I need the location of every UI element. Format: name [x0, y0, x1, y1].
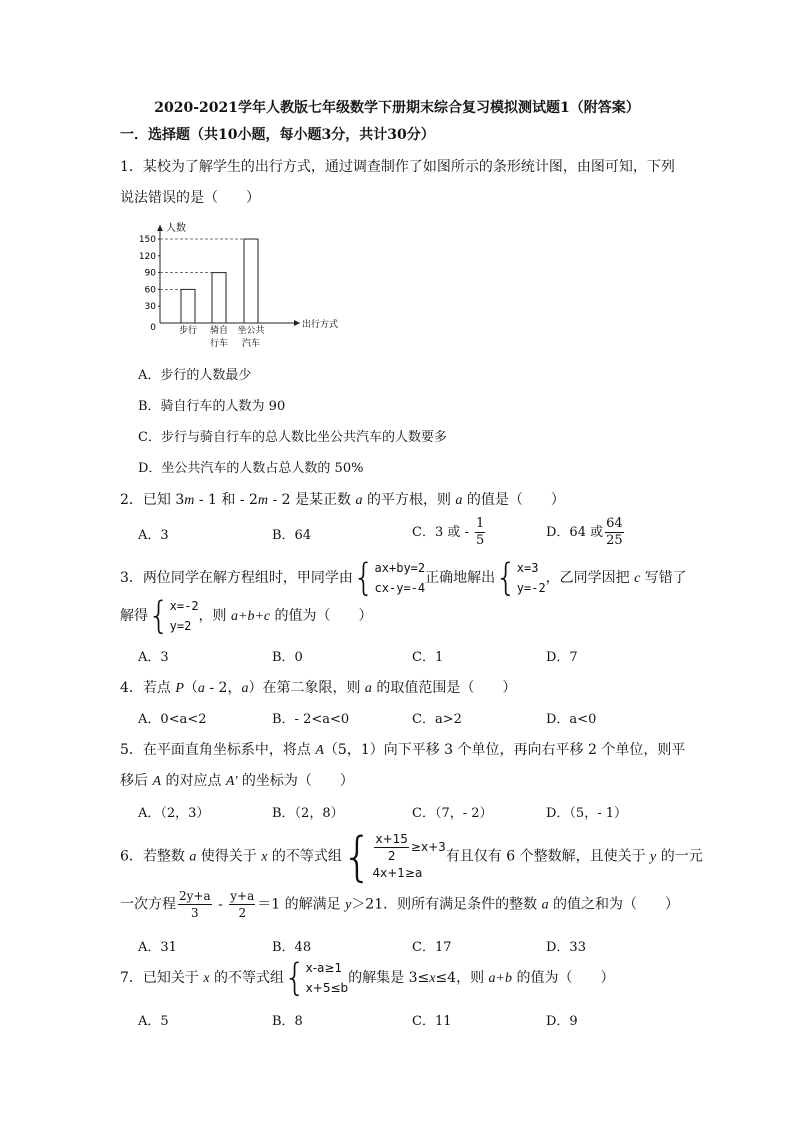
q5-option-c: C．（7，- 2） [412, 806, 493, 821]
category-label: 骑自 [209, 326, 229, 336]
q7-option-a: A．5 [138, 1014, 169, 1029]
q5-stem-line2: 移后 A 的对应点 A' 的坐标为（ ） [120, 773, 354, 789]
category-label: 行车 [209, 339, 229, 349]
category-label: 坐公共 [237, 326, 265, 336]
q1-stem-line2: 说法错误的是（ ） [120, 190, 260, 206]
q1-option-a: A．步行的人数最少 [138, 368, 252, 383]
q4-stem: 4．若点 P（a - 2，a）在第二象限，则 a 的取值范围是（ ） [120, 680, 517, 696]
q7-inequality-system: x-a≥1 x+5≤b [305, 961, 349, 995]
q3-system-2: x=3 y=-2 [516, 561, 546, 595]
q6-option-b: B．48 [272, 940, 312, 955]
y-tick-label: 0 [150, 323, 156, 333]
q2-stem: 2．已知 3m - 1 和 - 2m - 2 是某正数 a 的平方根，则 a 的值是（ ） [120, 492, 565, 508]
bar [212, 273, 226, 323]
q4-option-c: C．a>2 [412, 712, 462, 727]
q5-option-d: D．（5，- 1） [546, 806, 627, 821]
bar [244, 239, 258, 323]
x-axis-label: 出行方式 [302, 320, 339, 330]
q7-option-d: D．9 [546, 1014, 578, 1029]
q2-option-a: A．3 [138, 528, 169, 543]
q5-option-b: B．（2，8） [272, 806, 344, 821]
q3-option-c: C．1 [412, 650, 444, 665]
q7-option-b: B．8 [272, 1014, 303, 1029]
y-axis-label: 人数 [166, 223, 186, 234]
q3-option-a: A．3 [138, 650, 169, 665]
y-tick-label: 60 [144, 285, 156, 296]
q2-option-b: B．64 [272, 528, 312, 543]
q6-option-a: A．31 [138, 940, 177, 955]
y-tick-label: 90 [144, 268, 156, 279]
category-label: 步行 [178, 326, 198, 336]
q7-option-c: C．11 [412, 1014, 452, 1029]
q4-option-a: A．0<a<2 [138, 712, 207, 727]
y-tick-label: 120 [138, 251, 156, 262]
q6-option-c: C．17 [412, 940, 452, 955]
q4-option-d: D．a<0 [546, 712, 597, 727]
q5-option-a: A．（2，3） [138, 806, 210, 821]
q6-inequality-system: $\frac{x+15}{2}$ ≥x+3 4x+1≥a [372, 832, 446, 880]
q1-option-c: C．步行与骑自行车的总人数比坐公共汽车的人数要多 [138, 430, 447, 445]
q1-stem-line1: 1．某校为了解学生的出行方式，通过调查制作了如图所示的条形统计图，由图可知，下列 [120, 159, 675, 175]
q3-system-1: ax+by=2 cx-y=-4 [374, 561, 426, 595]
q6-stem-line2: 一次方程 $\frac{2y+a}{3}$ - $\frac{y+a}{2}$ ＝1 的解满足 y＞21．则所有满足条件的整数 a 的值之和为（ ） [120, 889, 680, 920]
q2-option-c: C．3 或 - $\frac{1}{5}$ [412, 516, 485, 548]
q1-option-b: B．骑自行车的人数为 90 [138, 399, 286, 414]
q1-option-d: D．坐公共汽车的人数占总人数的 50% [138, 461, 364, 476]
page-title: 2020-2021学年人教版七年级数学下册期末综合复习模拟测试题1（附答案） [154, 100, 640, 116]
y-tick-label: 30 [144, 302, 156, 313]
y-axis-arrow [157, 225, 163, 231]
q2-option-d: D．64 或 $\frac{64}{25}$ [546, 516, 623, 548]
y-tick-label: 150 [138, 235, 156, 245]
q3-option-d: D．7 [546, 650, 578, 665]
section-heading: 一．选择题（共10小题，每小题3分，共计30分） [120, 127, 435, 143]
q3-stem-line1: 3．两位同学在解方程组时，甲同学由{ ax+by=2 cx-y=-4 正确地解出{ x=3 y=-2 ，乙同学因把 c 写错了 [120, 556, 687, 600]
q6-stem-line1: 6．若整数 a 使得关于 x 的不等式组{ $\frac{x+15}{2}$ ≥x+3 4x+1≥a 有且仅有 6 个整数解，且使关于 y 的一元 [120, 825, 703, 888]
x-axis-arrow [294, 320, 300, 326]
q3-option-b: B．0 [272, 650, 303, 665]
q6-option-d: D．33 [546, 940, 586, 955]
bar [181, 289, 195, 323]
q7-stem: 7．已知关于 x 的不等式组{ x-a≥1 x+5≤b 的解集是 3≤x≤4，则 a+b 的值为（ ） [120, 956, 615, 1000]
q1-bar-chart [130, 215, 339, 350]
q3-system-3: x=-2 y=2 [169, 599, 199, 633]
q5-stem-line1: 5．在平面直角坐标系中，将点 A（5，1）向下平移 3 个单位，再向右平移 2 个单位，则平 [120, 742, 686, 758]
q4-option-b: B．- 2<a<0 [272, 712, 350, 727]
q3-stem-line2: 解得{ x=-2 y=2 ，则 a+b+c 的值为（ ） [120, 594, 373, 638]
category-label: 汽车 [241, 339, 261, 349]
